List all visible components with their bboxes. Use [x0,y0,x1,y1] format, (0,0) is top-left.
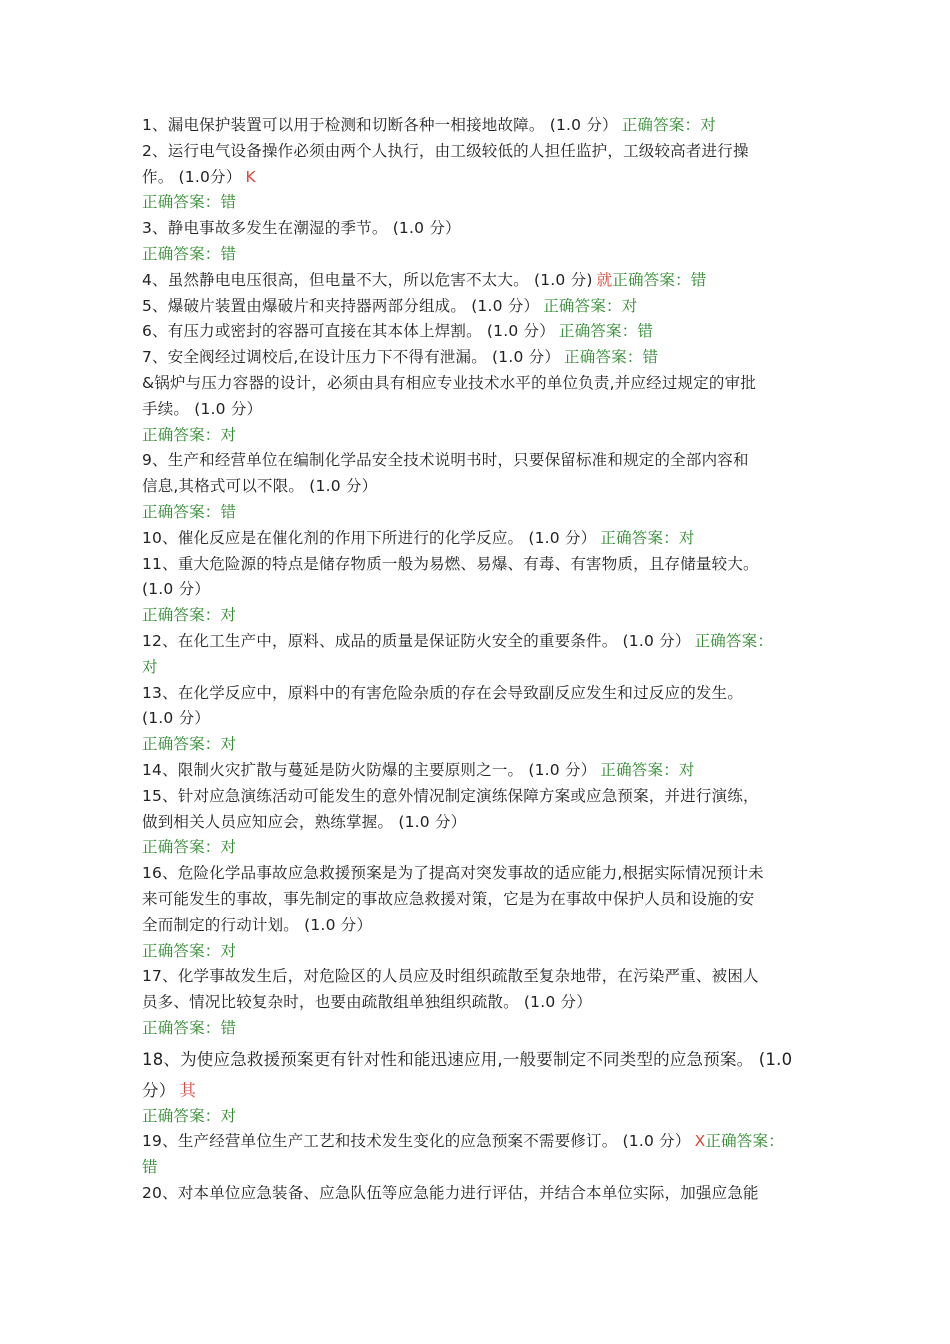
question-text: 15、针对应急演练活动可能发生的意外情况制定演练保障方案或应急预案，并进行演练， [142,786,759,805]
correct-answer: 错 [142,1158,158,1177]
text-line [142,190,817,216]
correct-answer: 正确答案：错 [142,502,237,521]
correct-answer: 正确答案：错 [142,1018,237,1037]
correct-answer: 正确答案：对 [142,1106,237,1125]
text-line [142,371,817,397]
question-text: 5、爆破片装置由爆破片和夹持器两部分组成。 (1.0 分） [142,296,540,315]
correct-answer: 正确答案： [705,1132,784,1151]
text-line [142,500,817,526]
text-line [142,216,817,242]
question-text: 17、化学事故发生后，对危险区的人员应及时组织疏散至复杂地带，在污染严重、被困人 [142,967,759,986]
text-line [142,165,817,191]
question-text: 19、生产经营单位生产工艺和技术发生变化的应急预案不需要修订。 (1.0 分） [142,1132,691,1151]
question-text: 11、重大危险源的特点是储存物质一般为易燃、易爆、有毒、有害物质，且存储量较大。 [142,554,759,573]
text-line [142,113,817,139]
question-text: 做到相关人员应知应会，熟练掌握。 (1.0 分） [142,812,467,831]
question-text: 9、生产和经营单位在编制化学品安全技术说明书时，只要保留标准和规定的全部内容和 [142,451,749,470]
text-line [142,964,817,990]
question-text: 2、运行电气设备操作必须由两个人执行，由工级较低的人担任监护，工级较高者进行操 [142,141,749,160]
text-line [142,1104,817,1130]
text-line [142,526,817,552]
question-text: 3、静电事故多发生在潮湿的季节。 (1.0 分） [142,219,461,238]
handwritten-mark: 就 [596,270,613,289]
text-line [142,577,817,603]
question-text: &锅炉与压力容器的设计，必须由具有相应专业技术水平的单位负责,并应经过规定的审批 [142,373,757,392]
text-line [142,552,817,578]
handwritten-mark: X [694,1132,706,1151]
text-line [142,1129,817,1155]
correct-answer: 正确答案：对 [543,296,638,315]
text-line [142,294,817,320]
correct-answer: 正确答案：对 [142,606,237,625]
text-line [142,1181,817,1207]
question-text: (1.0 分） [142,709,211,728]
question-text: 分） [142,1080,176,1100]
text-line [142,242,817,268]
text-line [142,1046,817,1073]
document-page [142,113,817,1207]
text-line [142,603,817,629]
question-text: 10、催化反应是在催化剂的作用下所进行的化学反应。 (1.0 分） [142,528,597,547]
question-text: 作。 (1.0分） [142,167,242,186]
correct-answer: 正确答案：对 [621,116,716,134]
text-line [142,861,817,887]
question-text: 1、漏电保护装置可以用于检测和切断各种一相接地故障。 (1.0 分） [142,116,618,134]
text-line [142,655,817,681]
question-text: 4、虽然静电电压很高，但电量不大，所以危害不太大。 (1.0 分) [142,270,593,289]
text-line [142,1155,817,1181]
correct-answer: 正确答案：对 [142,425,237,444]
text-line [142,835,817,861]
correct-answer: 对 [142,657,158,676]
handwritten-mark: 其 [179,1080,197,1100]
text-line [142,732,817,758]
text-line [142,474,817,500]
question-text: 信息,其格式可以不限。 (1.0 分） [142,477,378,496]
text-line [142,758,817,784]
correct-answer: 正确答案：错 [142,193,237,212]
text-line [142,810,817,836]
correct-answer: 正确答案：对 [142,941,237,960]
correct-answer: 正确答案：错 [558,322,654,341]
question-text: 来可能发生的事故，事先制定的事故应急救援对策，它是为在事故中保护人员和设施的安 [142,889,755,908]
text-line [142,1016,817,1042]
question-text: 手续。 (1.0 分） [142,399,263,418]
correct-answer: 正确答案：对 [142,735,237,754]
correct-answer: 正确答案：对 [142,838,237,857]
text-line [142,706,817,732]
correct-answer: 正确答案： [694,631,774,650]
text-line [142,990,817,1016]
text-line [142,913,817,939]
question-text: 6、有压力或密封的容器可直接在其本体上焊割。 (1.0 分） [142,322,555,341]
text-line [142,139,817,165]
text-line [142,423,817,449]
text-line [142,629,817,655]
text-line [142,887,817,913]
question-text: 12、在化工生产中，原料、成品的质量是保证防火安全的重要条件。 (1.0 分） [142,631,691,650]
question-text: 14、限制火灾扩散与蔓延是防火防爆的主要原则之一。 (1.0 分） [142,760,597,779]
question-text: 全而制定的行动计划。 (1.0 分） [142,915,373,934]
question-text: (1.0 分） [142,580,211,599]
correct-answer: 正确答案：错 [564,348,659,367]
question-text: 16、危险化学品事故应急救援预案是为了提高对突发事故的适应能力,根据实际情况预计未 [142,864,764,883]
question-text: 18、为使应急救援预案更有针对性和能迅速应用,一般要制定不同类型的应急预案。 (1.0 [142,1049,793,1069]
text-line [142,397,817,423]
text-line [142,681,817,707]
question-text: 员多、情况比较复杂时，也要由疏散组单独组织疏散。 (1.0 分） [142,993,592,1012]
text-line [142,268,817,294]
text-line [142,939,817,965]
correct-answer: 正确答案：对 [600,760,695,779]
correct-answer: 正确答案：错 [612,270,707,289]
correct-answer: 正确答案：错 [142,244,237,263]
question-text: 13、在化学反应中，原料中的有害危险杂质的存在会导致副反应发生和过反应的发生。 [142,683,744,702]
correct-answer: 正确答案：对 [600,528,695,547]
text-line [142,319,817,345]
question-text: 7、安全阀经过调校后,在设计压力下不得有泄漏。 (1.0 分） [142,348,561,367]
text-line [142,1077,817,1104]
question-text: 20、对本单位应急装备、应急队伍等应急能力进行评估，并结合本单位实际，加强应急能 [142,1184,759,1203]
text-line [142,448,817,474]
handwritten-mark: K [245,167,256,186]
text-line [142,345,817,371]
text-line [142,784,817,810]
